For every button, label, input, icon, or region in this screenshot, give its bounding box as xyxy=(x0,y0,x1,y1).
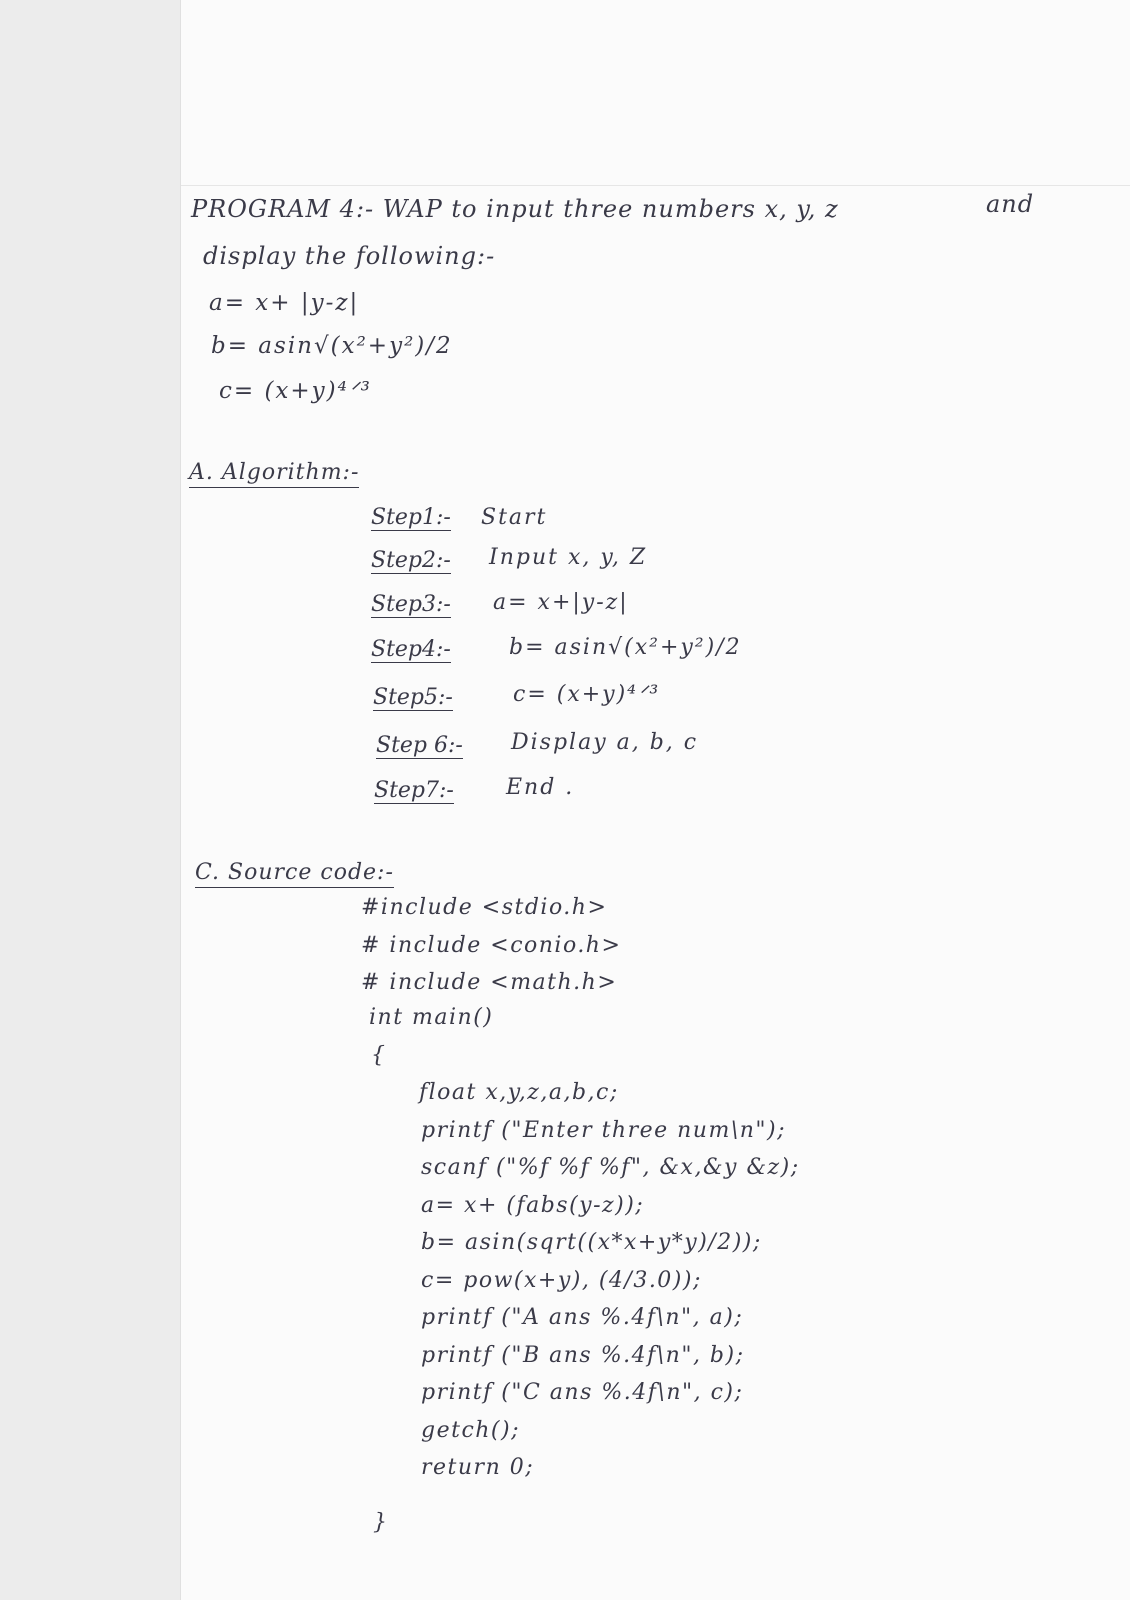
step-label: Step2:- xyxy=(371,548,451,573)
program-subtitle: display the following:- xyxy=(203,242,496,270)
step-label: Step1:- xyxy=(371,505,451,530)
code-line: printf ("Enter three num\n"); xyxy=(421,1118,787,1143)
code-line: b= asin(sqrt((x*x+y*y)/2)); xyxy=(421,1230,762,1255)
code-line: #include <stdio.h> xyxy=(361,895,608,920)
code-line: printf ("C ans %.4f\n", c); xyxy=(421,1380,744,1405)
code-line: # include <math.h> xyxy=(361,970,618,995)
code-line: printf ("A ans %.4f\n", a); xyxy=(421,1305,744,1330)
program-title: PROGRAM 4:- WAP to input three numbers x, y, z xyxy=(191,195,839,223)
step-text: Display a, b, c xyxy=(511,730,699,755)
code-line: printf ("B ans %.4f\n", b); xyxy=(421,1343,745,1368)
code-line: int main() xyxy=(369,1005,494,1030)
code-line: getch(); xyxy=(421,1418,521,1443)
code-line: float x,y,z,a,b,c; xyxy=(419,1080,619,1105)
code-line: } xyxy=(373,1510,389,1535)
step-label: Step 6:- xyxy=(376,733,463,758)
algorithm-heading: A. Algorithm:- xyxy=(189,460,359,488)
step-text: End . xyxy=(506,775,575,800)
step-label: Step4:- xyxy=(371,637,451,662)
code-line: { xyxy=(371,1043,387,1068)
formula-a: a= x+ |y-z| xyxy=(209,290,360,316)
source-code-heading: C. Source code:- xyxy=(195,860,394,888)
page-fold-line xyxy=(181,185,1130,186)
code-line: a= x+ (fabs(y-z)); xyxy=(421,1193,645,1218)
step-text: Input x, y, Z xyxy=(489,545,648,570)
handwritten-page xyxy=(180,0,1130,1600)
formula-b: b= asin√(x²+y²)/2 xyxy=(211,333,453,359)
program-title-and: and xyxy=(986,190,1035,218)
code-line: # include <conio.h> xyxy=(361,933,622,958)
step-label: Step3:- xyxy=(371,592,451,617)
step-text: c= (x+y)⁴ᐟ³ xyxy=(513,682,661,707)
step-text: a= x+|y-z| xyxy=(493,590,629,615)
code-line: c= pow(x+y), (4/3.0)); xyxy=(421,1268,702,1293)
code-line: return 0; xyxy=(421,1455,535,1480)
step-text: Start xyxy=(481,505,548,530)
step-text: b= asin√(x²+y²)/2 xyxy=(509,635,742,660)
formula-c: c= (x+y)⁴ᐟ³ xyxy=(219,378,372,404)
step-label: Step7:- xyxy=(374,778,454,803)
step-label: Step5:- xyxy=(373,685,453,710)
code-line: scanf ("%f %f %f", &x,&y &z); xyxy=(421,1155,800,1180)
